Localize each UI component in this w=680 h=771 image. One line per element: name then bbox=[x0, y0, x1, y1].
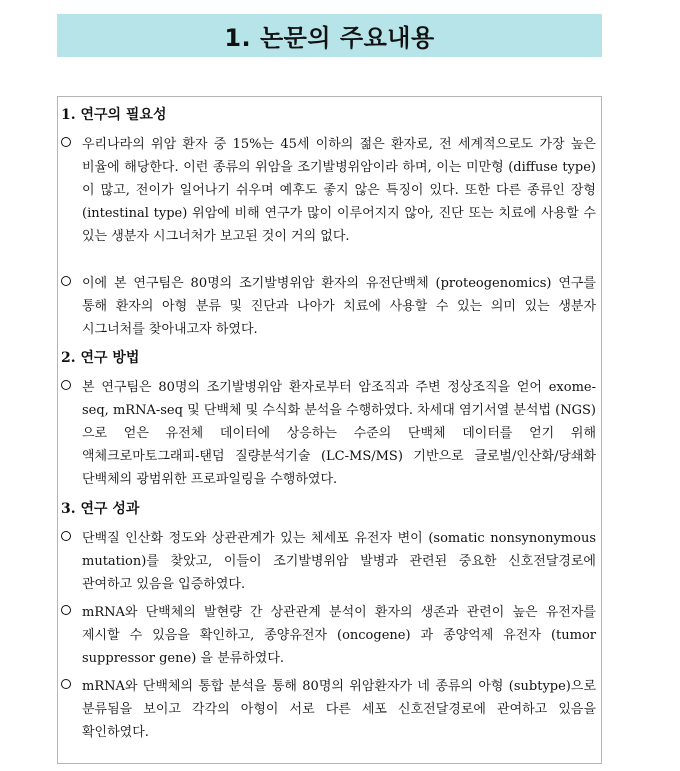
section-heading-results: 3. 연구 성과 bbox=[61, 501, 140, 517]
content-box bbox=[57, 96, 602, 764]
circle-bullet-icon bbox=[61, 380, 71, 390]
circle-bullet-icon bbox=[61, 531, 71, 541]
circle-bullet-icon bbox=[61, 679, 71, 689]
circle-bullet-icon bbox=[61, 137, 71, 147]
bullet-text: mRNA와 단백체의 발현량 간 상관관계 분석이 환자의 생존과 관련이 높은 유전자를 제시할 수 있음을 확인하고, 종양유전자 (oncogene) 과 종양억제 유전자 (tumor suppressor gene) 을 분류하였다. bbox=[82, 605, 596, 666]
title-banner bbox=[57, 14, 602, 57]
bullet-text: 이에 본 연구팀은 80명의 조기발병위암 환자의 유전단백체 (proteogenomics) 연구를 통해 환자의 아형 분류 및 진단과 나아가 치료에 사용할 수 있는 의미 있는 생분자 시그너처를 찾아내고자 하였다. bbox=[82, 276, 596, 337]
circle-bullet-icon bbox=[61, 605, 71, 615]
bullet-text: 단백질 인산화 정도와 상관관계가 있는 체세포 유전자 변이 (somatic nonsynonymous mutation)를 찾았고, 이들이 조기발병위암 발병과 관련된 중요한 신호전달경로에 관여하고 있음을 입증하였다. bbox=[82, 531, 596, 592]
bullet-text: 본 연구팀은 80명의 조기발병위암 환자로부터 암조직과 주변 정상조직을 얻어 exome-seq, mRNA-seq 및 단백체 및 수식화 분석을 수행하였다. 차세대 염기서열 분석법 (NGS)으로 얻은 유전체 데이터에 상응하는 수준의 단백체 데이터를 얻기 위해 액체크로마토그래피-탠덤 질량분석기술 (LC-MS/MS) 기반으로 글로벌/인산화/당쇄화 단백체의 광범위한 프로파일링을 수행하였다. bbox=[82, 380, 596, 487]
page-title: 1. 논문의 주요내용 bbox=[224, 24, 435, 52]
section-heading-necessity: 1. 연구의 필요성 bbox=[61, 107, 167, 123]
circle-bullet-icon bbox=[61, 276, 71, 286]
bullet-text: 우리나라의 위암 환자 중 15%는 45세 이하의 젊은 환자로, 전 세계적으로도 가장 높은 비율에 해당한다. 이런 종류의 위암을 조기발병위암이라 하며, 이는 미만형 (diffuse type) 이 많고, 전이가 일어나기 쉬우며 예후도 좋지 않은 특징이 있다. 또한 다른 종류인 장형 (intestinal type) 위암에 비해 연구가 많이 이루어지지 않아, 진단 또는 치료에 사용할 수 있는 생분자 시그너처가 보고된 것이 거의 없다. bbox=[82, 137, 596, 244]
bullet-text: mRNA와 단백체의 통합 분석을 통해 80명의 위암환자가 네 종류의 아형 (subtype)으로 분류됨을 보이고 각각의 아형이 서로 다른 세포 신호전달경로에 관여하고 있음을 확인하였다. bbox=[82, 679, 596, 740]
section-heading-method: 2. 연구 방법 bbox=[61, 350, 140, 366]
